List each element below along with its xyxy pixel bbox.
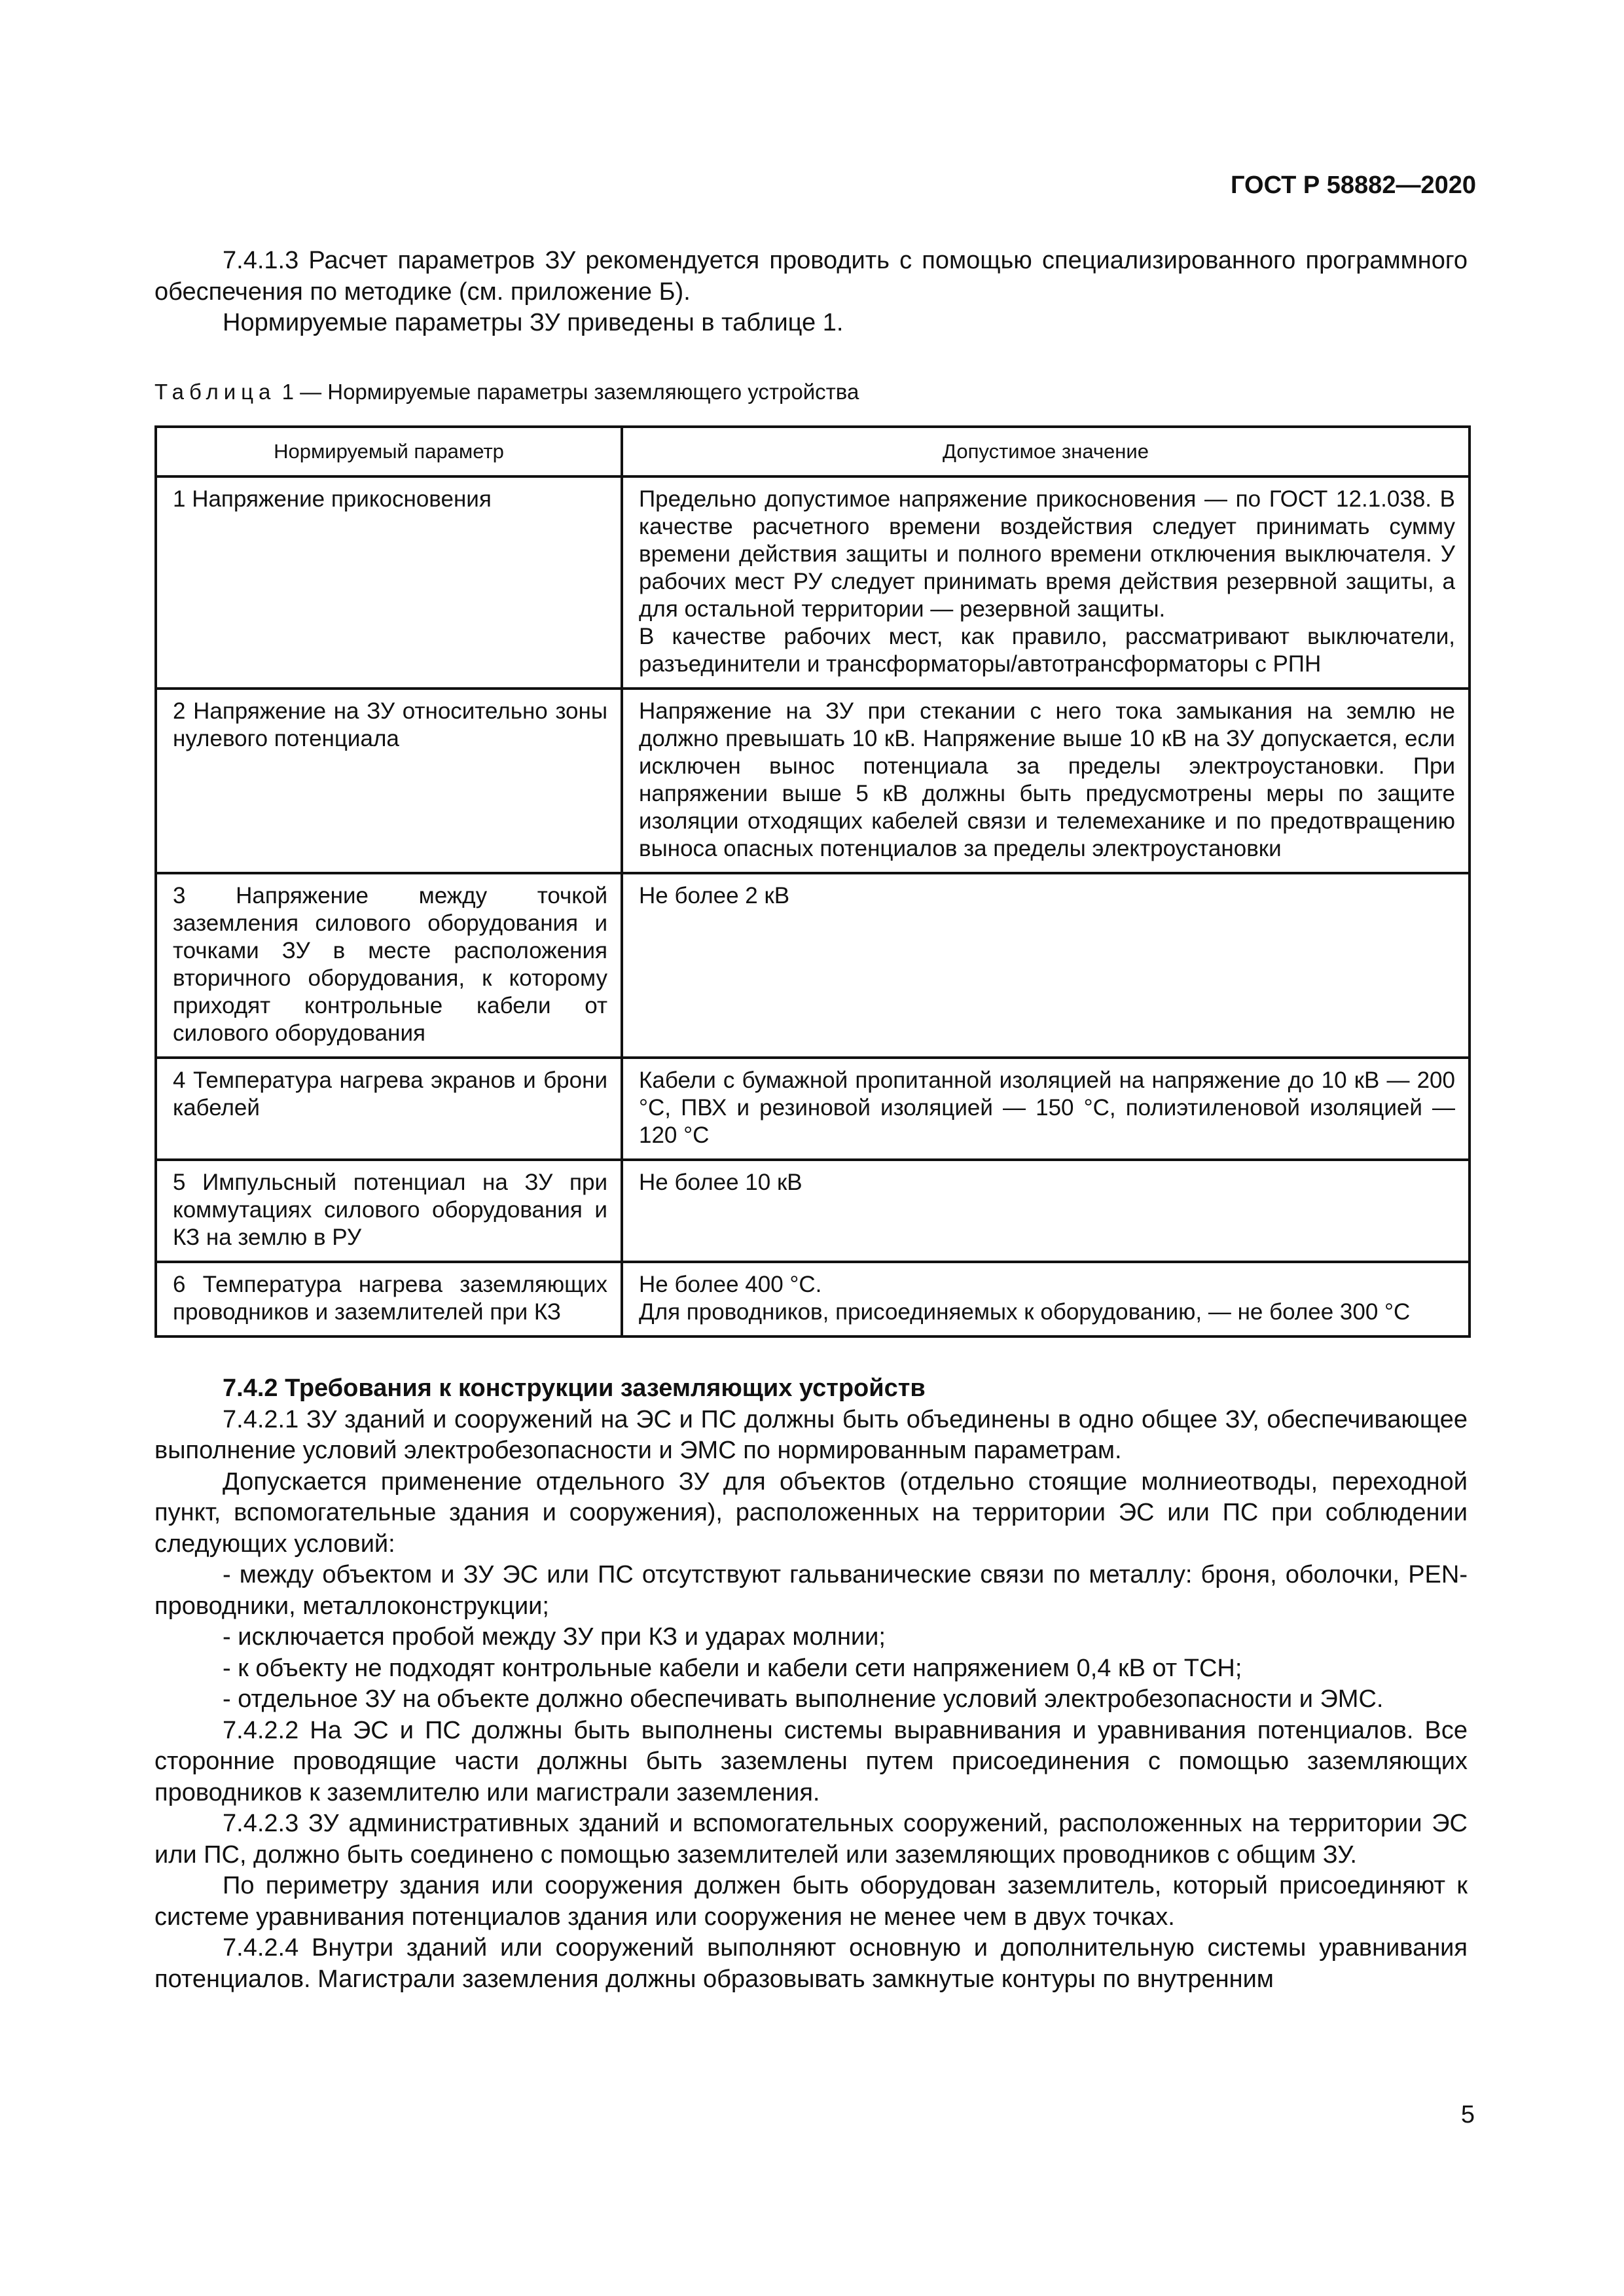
norm-params-table xyxy=(154,425,1471,1338)
paragraph-7-4-2-1: 7.4.2.1 ЗУ зданий и сооружений на ЭС и ПС должны быть объединены в одно общее ЗУ, обеспечивающее выполнение условий электробезопасности и ЭМС по нормированным параметрам. xyxy=(154,1405,1468,1464)
list-item: - исключается пробой между ЗУ при КЗ и ударах молнии; xyxy=(223,1623,886,1651)
table-header-row xyxy=(156,427,1470,476)
row-value xyxy=(622,1262,1470,1336)
paragraph-perimeter: По периметру здания или сооружения должен быть оборудован заземлитель, который присоединяют к системе уравнивания потенциалов здания или сооружения не менее чем в двух точках. xyxy=(154,1872,1468,1931)
row-param: 6 Температура нагрева заземляющих проводников и заземлителей при КЗ xyxy=(156,1262,622,1336)
intro-block xyxy=(154,245,1468,339)
table-caption-text: 1 — Нормируемые параметры заземляющего устройства xyxy=(281,380,859,404)
document-id-header: ГОСТ Р 58882—2020 xyxy=(1231,171,1476,199)
row-value xyxy=(622,873,1470,1058)
row-value-line: Не более 400 °С. xyxy=(639,1272,822,1297)
row-value-line: Предельно допустимое напряжение прикосновения — по ГОСТ 12.1.038. В качестве расчетного времени воздействия следует принимать сумму времени действия защиты и полного времени отключения выключателя. У рабочих мест РУ следует принимать время действия резервной защиты, а для остальной территории — резервной защиты. xyxy=(639,486,1455,622)
list-item: - между объектом и ЗУ ЭС или ПС отсутствуют гальванические связи по металлу: броня, оболочки, PEN-проводники, металлоконструкции; xyxy=(154,1561,1468,1620)
paragraph-7-4-2-4: 7.4.2.4 Внутри зданий или сооружений выполняют основную и дополнительную системы уравнивания потенциалов. Магистрали заземления должны образовывать замкнутые контуры по внутренним xyxy=(154,1934,1468,1993)
paragraph-7-4-2-3: 7.4.2.3 ЗУ административных зданий и вспомогательных сооружений, расположенных на территории ЭС или ПС, должно быть соединено с помощью заземлителей или заземляющих проводников с общим ЗУ. xyxy=(154,1810,1468,1869)
row-param: 4 Температура нагрева экранов и брони кабелей xyxy=(156,1058,622,1160)
row-value xyxy=(622,1160,1470,1262)
paragraph-7-4-1-3: 7.4.1.3 Расчет параметров ЗУ рекомендуется проводить с помощью специализированного программного обеспечения по методике (см. приложение Б). xyxy=(154,247,1468,306)
row-value-line: Для проводников, присоединяемых к оборудованию, — не более 300 °С xyxy=(639,1299,1411,1325)
row-param: 5 Импульсный потенциал на ЗУ при коммутациях силового оборудования и КЗ на землю в РУ xyxy=(156,1160,622,1262)
table-row xyxy=(156,476,1470,689)
section-heading: 7.4.2 Требования к конструкции заземляющих устройств xyxy=(223,1374,926,1402)
row-value xyxy=(622,476,1470,689)
row-value-line: Напряжение на ЗУ при стекании с него тока замыкания на землю не должно превышать 10 кВ. Напряжение выше 10 кВ на ЗУ допускается, если исключен вынос потенциала за пределы электроустановки. При напряжении выше 5 кВ должны быть предусмотрены меры по защите изоляции отходящих кабелей связи и телемеханике и по предотвращению выноса опасных потенциалов за пределы электроустановки xyxy=(639,698,1455,861)
table-header-param: Нормируемый параметр xyxy=(156,427,622,476)
table-row xyxy=(156,1160,1470,1262)
list-item: - к объекту не подходят контрольные кабели и кабели сети напряжением 0,4 кВ от ТСН; xyxy=(223,1654,1242,1682)
table-row xyxy=(156,873,1470,1058)
table-header-value: Допустимое значение xyxy=(622,427,1470,476)
row-value-line: В качестве рабочих мест, как правило, рассматривают выключатели, разъединители и трансформаторы/автотрансформаторы с РПН xyxy=(639,624,1455,677)
paragraph-separate-zu: Допускается применение отдельного ЗУ для объектов (отдельно стоящие молниеотводы, переходной пункт, вспомогательные здания и сооружения), расположенных на территории ЭС или ПС при соблюдении следующих условий: xyxy=(154,1467,1468,1558)
row-value-line: Не более 2 кВ xyxy=(639,883,790,908)
row-value xyxy=(622,689,1470,873)
table-row xyxy=(156,1058,1470,1160)
table-row xyxy=(156,1262,1470,1336)
row-value xyxy=(622,1058,1470,1160)
paragraph-7-4-2-2: 7.4.2.2 На ЭС и ПС должны быть выполнены системы выравнивания и уравнивания потенциалов. Все сторонние проводящие части должны быть заземлены путем присоединения с помощью заземляющих проводников к заземлителю или магистрали заземления. xyxy=(154,1716,1468,1806)
table-caption xyxy=(154,380,859,404)
row-value-line: Кабели с бумажной пропитанной изоляцией на напряжение до 10 кВ — 200 °С, ПВХ и резиновой изоляцией — 150 °С, полиэтиленовой изоляцией — 120 °С xyxy=(639,1067,1455,1148)
table-row xyxy=(156,689,1470,873)
row-param: 3 Напряжение между точкой заземления силового оборудования и точками ЗУ в месте расположения вторичного оборудования, к которому приходят контрольные кабели от силового оборудования xyxy=(156,873,622,1058)
table-caption-label: Таблица xyxy=(154,380,276,404)
section-7-4-2 xyxy=(154,1373,1468,1995)
page-number: 5 xyxy=(1460,2101,1475,2128)
list-item: - отдельное ЗУ на объекте должно обеспечивать выполнение условий электробезопасности и ЭМС. xyxy=(223,1685,1384,1713)
row-param: 2 Напряжение на ЗУ относительно зоны нулевого потенциала xyxy=(156,689,622,873)
row-param: 1 Напряжение прикосновения xyxy=(156,476,622,689)
paragraph-table-ref: Нормируемые параметры ЗУ приведены в таблице 1. xyxy=(223,309,844,336)
row-value-line: Не более 10 кВ xyxy=(639,1170,803,1195)
